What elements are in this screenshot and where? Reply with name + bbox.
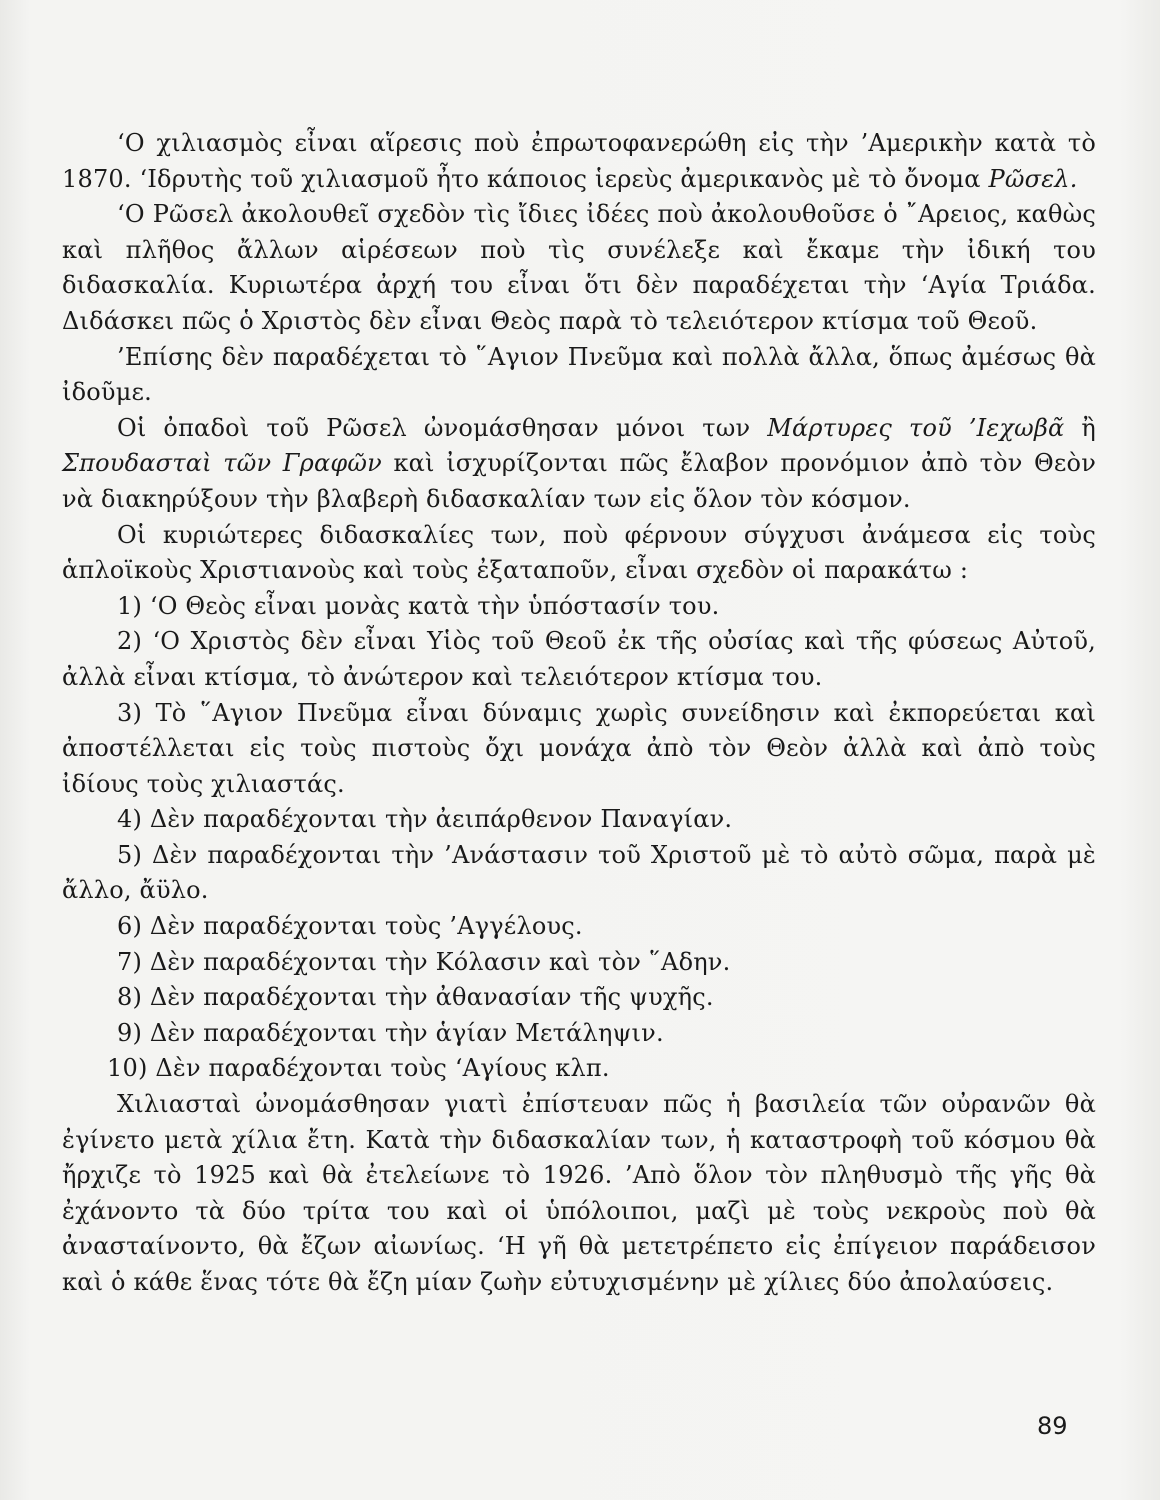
body-text	[62, 126, 1096, 1301]
doctrine-item-5: 5) Δὲν παραδέχονται τὴν ’Ανάστασιν τοῦ Χριστοῦ μὲ τὸ αὐτὸ σῶμα, παρὰ μὲ ἄλλο, ἄϋλο.	[62, 840, 1096, 905]
paragraph-text: καὶ ἰσχυρίζονται πῶς ἔλαβον προνόμιον ἀπὸ τὸν Θεὸν νὰ διακηρύξουν τὴν βλαβερὴ διδασκαλίαν των εἰς ὅλον τὸν κόσμον.	[62, 449, 1096, 513]
doctrine-item-3: 3) Τὸ ῞Αγιον Πνεῦμα εἶναι δύναμις χωρὶς συνείδησιν καὶ ἐκπορεύεται καὶ ἀποστέλλεται εἰς τοὺς πιστοὺς ὄχι μονάχα ἀπὸ τὸν Θεὸν ἀλλὰ καὶ ἀπὸ τοὺς ἰδίους τοὺς χιλιαστάς.	[62, 698, 1096, 798]
page-number: 89	[1037, 1412, 1068, 1440]
paragraph-followers	[62, 411, 1096, 518]
doctrine-item-10: 10) Δὲν παραδέχονται τοὺς ‘Αγίους κλπ.	[107, 1054, 610, 1083]
jehovah-witnesses-italic: Μάρτυρες τοῦ ’Ιεχωβᾶ	[767, 413, 1065, 442]
paragraph-doctrines-intro: Οἱ κυριώτερες διδασκαλίες των, ποὺ φέρνουν σύγχυσι ἀνάμεσα εἰς τοὺς ἁπλοϊκοὺς Χριστιανοὺς καὶ τοὺς ἐξαταποῦν, εἶναι σχεδὸν οἱ παρακάτω :	[62, 520, 1096, 585]
doctrine-item-2: 2) ‘Ο Χριστὸς δὲν εἶναι Υἱὸς τοῦ Θεοῦ ἐκ τῆς οὐσίας καὶ τῆς φύσεως Αὐτοῦ, ἀλλὰ εἶναι κτίσμα, τὸ ἀνώτερον καὶ τελειότερον κτίσμα του.	[62, 627, 1096, 691]
paragraph-chiliasts-name: Χιλιασταὶ ὠνομάσθησαν γιατὶ ἐπίστευαν πῶς ἡ βασιλεία τῶν οὐρανῶν θὰ ἐγίνετο μετὰ χίλια ἔτη. Κατὰ τὴν διδασκαλίαν των, ἡ καταστροφὴ τοῦ κόσμου θὰ ἤρχιζε τὸ 1925 καὶ θὰ ἐτελείωνε τὸ 1926. ’Απὸ ὅλον τὸν πληθυσμὸ τῆς γῆς θὰ ἐχάνοντο τὰ δύο τρίτα του καὶ οἱ ὑπόλοιποι, μαζὶ μὲ τοὺς νεκροὺς ποὺ θὰ ἀνασταίνοντο, θὰ ἔζων αἰωνίως. ‘Η γῆ θὰ μετετρέπετο εἰς ἐπίγειον παράδεισον καὶ ὁ κάθε ἕνας τότε θὰ ἔζη μίαν ζωὴν εὐτυχισμένην μὲ χίλιες δύο ἀπολαύσεις.	[62, 1090, 1096, 1296]
doctrine-item-4: 4) Δὲν παραδέχονται τὴν ἀειπάρθενον Παναγίαν.	[117, 805, 733, 834]
doctrine-item-7: 7) Δὲν παραδέχονται τὴν Κόλασιν καὶ τὸν ῞Αδην.	[117, 947, 731, 976]
doctrine-item-8: 8) Δὲν παραδέχονται τὴν ἀθανασίαν τῆς ψυχῆς.	[117, 983, 714, 1012]
doctrine-item-9: 9) Δὲν παραδέχονται τὴν ἁγίαν Μετάληψιν.	[117, 1018, 664, 1047]
russell-name-italic: Ρῶσελ.	[988, 164, 1078, 193]
doctrine-item-1: 1) ‘Ο Θεὸς εἶναι μονὰς κατὰ τὴν ὑπόστασίν του.	[117, 591, 720, 620]
paragraph-russell-teachings: ‘Ο Ρῶσελ ἀκολουθεῖ σχεδὸν τὶς ἴδιες ἰδέες ποὺ ἀκολουθοῦσε ὁ ῎Αρειος, καθὼς καὶ πλῆθος ἄλλων αἱρέσεων ποὺ τὶς συνέλεξε καὶ ἔκαμε τὴν ἰδική του διδασκαλία. Κυριωτέρα ἀρχή του εἶναι ὅτι δὲν παραδέχεται τὴν ‘Αγία Τριάδα. Διδάσκει πῶς ὁ Χριστὸς δὲν εἶναι Θεὸς παρὰ τὸ τελειότερον κτίσμα τοῦ Θεοῦ.	[62, 200, 1096, 335]
bible-students-italic: Σπουδασταὶ τῶν Γραφῶν	[62, 449, 382, 478]
paragraph-holy-spirit: ’Επίσης δὲν παραδέχεται τὸ ῞Αγιον Πνεῦμα καὶ πολλὰ ἄλλα, ὅπως ἀμέσως θὰ ἰδοῦμε.	[62, 342, 1096, 407]
paragraph-chiliasm-origin	[62, 126, 1096, 197]
paragraph-text: Οἱ ὀπαδοὶ τοῦ Ρῶσελ ὠνομάσθησαν μόνοι των	[117, 413, 751, 442]
paragraph-text: ‘Ο χιλιασμὸς εἶναι αἵρεσις ποὺ ἐπρωτοφανερώθη εἰς τὴν ’Αμερικὴν κατὰ τὸ 1870. ‘Ιδρυτὴς τοῦ χιλιασμοῦ ἦτο κάποιος ἱερεὺς ἀμερικανὸς μὲ τὸ ὄνομα	[62, 129, 1096, 193]
conjunction: ἢ	[1081, 413, 1096, 442]
doctrine-item-6: 6) Δὲν παραδέχονται τοὺς ’Αγγέλους.	[117, 912, 583, 941]
